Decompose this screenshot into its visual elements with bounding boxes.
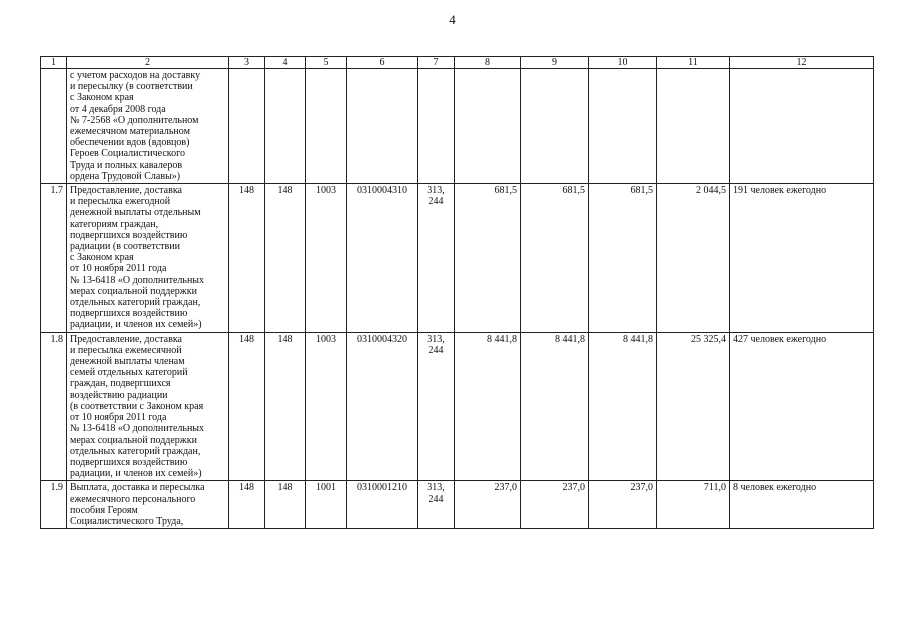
cell-col9: 681,5 xyxy=(521,184,589,333)
row-description: Выплата, доставка и пересылка ежемесячного персонального пособия Героям Социалистического Труда, xyxy=(67,481,229,529)
cell-col11: 25 325,4 xyxy=(657,332,730,481)
cell-col3: 148 xyxy=(229,481,265,529)
page-number: 4 xyxy=(449,12,456,27)
cell-col11: 2 044,5 xyxy=(657,184,730,333)
cell-col5: 1001 xyxy=(306,481,347,529)
header-row xyxy=(41,57,874,69)
column-header: 7 xyxy=(418,57,455,69)
row-number: 1.8 xyxy=(41,332,67,481)
cell-col8: 681,5 xyxy=(455,184,521,333)
cell-col9 xyxy=(521,69,589,184)
cell-col4 xyxy=(265,69,306,184)
cell-col7: 313, 244 xyxy=(418,184,455,333)
cell-col4: 148 xyxy=(265,184,306,333)
column-header: 6 xyxy=(347,57,418,69)
cell-col10: 8 441,8 xyxy=(589,332,657,481)
budget-table xyxy=(40,56,874,529)
cell-col8: 237,0 xyxy=(455,481,521,529)
cell-col10 xyxy=(589,69,657,184)
row-number: 1.9 xyxy=(41,481,67,529)
column-header: 8 xyxy=(455,57,521,69)
column-header: 10 xyxy=(589,57,657,69)
cell-col9: 237,0 xyxy=(521,481,589,529)
cell-col10: 237,0 xyxy=(589,481,657,529)
row-description: Предоставление, доставка и пересылка ежемесячной денежной выплаты членам семей отдельных категорий граждан, подвергшихся воздействию радиации (в соответствии с Законом края от 10 ноября 2011 года № 13-6418 «О дополнительных мерах социальной поддержки отдельных категорий граждан, подвергшихся воздействию радиации, и членов их семей») xyxy=(67,332,229,481)
cell-col3: 148 xyxy=(229,332,265,481)
column-header: 2 xyxy=(67,57,229,69)
table-row xyxy=(41,332,874,481)
cell-col7 xyxy=(418,69,455,184)
cell-col12 xyxy=(730,69,874,184)
row-number xyxy=(41,69,67,184)
column-header: 4 xyxy=(265,57,306,69)
table-row xyxy=(41,69,874,184)
column-header: 9 xyxy=(521,57,589,69)
cell-col7: 313, 244 xyxy=(418,332,455,481)
cell-col8 xyxy=(455,69,521,184)
cell-col10: 681,5 xyxy=(589,184,657,333)
cell-col11 xyxy=(657,69,730,184)
cell-col4: 148 xyxy=(265,332,306,481)
cell-col7: 313, 244 xyxy=(418,481,455,529)
column-header: 5 xyxy=(306,57,347,69)
cell-col11: 711,0 xyxy=(657,481,730,529)
cell-col6: 0310004320 xyxy=(347,332,418,481)
cell-col12: 427 человек ежегодно xyxy=(730,332,874,481)
cell-col5: 1003 xyxy=(306,184,347,333)
cell-col12: 8 человек ежегодно xyxy=(730,481,874,529)
cell-col6: 0310004310 xyxy=(347,184,418,333)
cell-col9: 8 441,8 xyxy=(521,332,589,481)
row-description: Предоставление, доставка и пересылка ежегодной денежной выплаты отдельным категориям граждан, подвергшихся воздействию радиации (в соответствии с Законом края от 10 ноября 2011 года № 13-6418 «О дополнительных мерах социальной поддержки отдельных категорий граждан, подвергшихся воздействию радиации, и членов их семей») xyxy=(67,184,229,333)
table-row xyxy=(41,481,874,529)
column-header: 11 xyxy=(657,57,730,69)
cell-col5: 1003 xyxy=(306,332,347,481)
cell-col6: 0310001210 xyxy=(347,481,418,529)
column-header: 1 xyxy=(41,57,67,69)
cell-col4: 148 xyxy=(265,481,306,529)
cell-col6 xyxy=(347,69,418,184)
row-number: 1.7 xyxy=(41,184,67,333)
cell-col3: 148 xyxy=(229,184,265,333)
row-description: с учетом расходов на доставку и пересылку (в соответствии с Законом края от 4 декабря 2008 года № 7-2568 «О дополнительном ежемесячном материальном обеспечении вдов (вдовцов) Героев Социалистического Труда и полных кавалеров ордена Трудовой Славы») xyxy=(67,69,229,184)
table-row xyxy=(41,184,874,333)
column-header: 3 xyxy=(229,57,265,69)
cell-col8: 8 441,8 xyxy=(455,332,521,481)
cell-col3 xyxy=(229,69,265,184)
cell-col5 xyxy=(306,69,347,184)
cell-col12: 191 человек ежегодно xyxy=(730,184,874,333)
column-header: 12 xyxy=(730,57,874,69)
